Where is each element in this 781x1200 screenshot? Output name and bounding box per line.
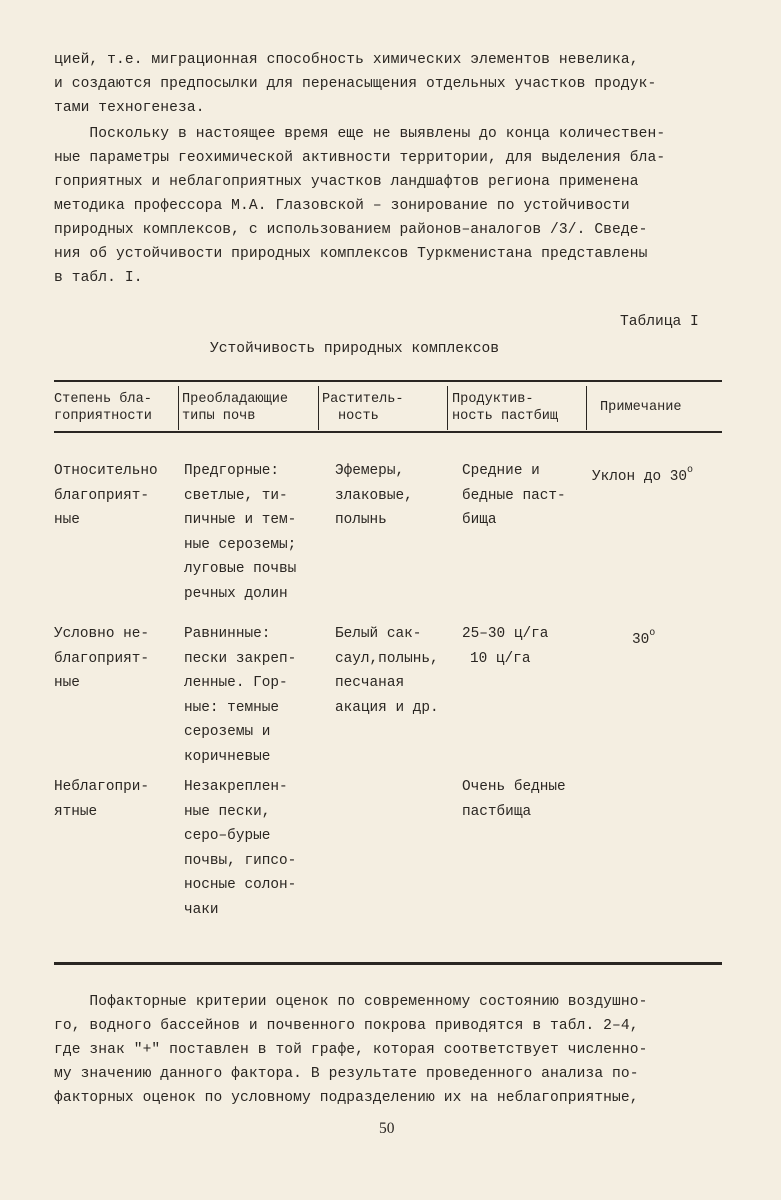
header-soils: [182, 391, 288, 425]
cell-soils: Равнинные: пески закреп- ленные. Гор- ные: темные сероземы и коричневые: [184, 626, 297, 765]
cell-soils: Предгорные: светлые, ти- пичные и тем- ные сероземы; луговые почвы речных долин: [184, 463, 297, 602]
text-line: в табл. I.: [54, 270, 143, 286]
table-bottom-rule: [54, 962, 722, 965]
text-line: методика профессора М.А. Глазовской – зонирование по устойчивости: [54, 198, 630, 214]
text-line: го, водного бассейнов и почвенного покрова приводятся в табл. 2–4,: [54, 1018, 639, 1034]
text-line: факторных оценок по условному подразделению их на неблагоприятные,: [54, 1090, 639, 1106]
text-line: Пофакторные критерии оценок по современному состоянию воздушно-: [54, 994, 648, 1010]
text-line: и создаются предпосылки для перенасыщения отдельных участков продук-: [54, 76, 657, 92]
text-line: му значению данного фактора. В результате проведенного анализа по-: [54, 1066, 639, 1082]
header-text: Примечание: [600, 400, 682, 415]
cell-degree: Относительно благоприят- ные: [54, 463, 158, 528]
cell-note: Уклон до 30$^o$: [592, 465, 694, 485]
table-header-rule: [54, 431, 722, 433]
cell-productivity: Средние и бедные паст- бища: [462, 463, 566, 528]
header-text: гоприятности: [54, 409, 152, 424]
header-separator: [178, 386, 179, 430]
cell-productivity: 25–30 ц/га 10 ц/га: [462, 626, 549, 667]
header-text: ность: [338, 409, 379, 424]
header-vegetation: [322, 391, 404, 425]
header-text: Раститель-: [322, 392, 404, 407]
text-line: природных комплексов, с использованием районов–аналогов /3/. Сведе-: [54, 222, 648, 238]
header-text: типы почв: [182, 409, 256, 424]
text-line: гоприятных и неблагоприятных участков ландшафтов региона применена: [54, 174, 639, 190]
text-line: Поскольку в настоящее время еще не выявлены до конца количествен-: [54, 126, 666, 142]
cell-soils: Незакреплен- ные пески, серо–бурые почвы, гипсо- носные солон- чаки: [184, 779, 297, 918]
header-note: [600, 399, 682, 416]
header-productivity: [452, 391, 558, 425]
header-text: ность пастбищ: [452, 409, 559, 424]
page-number: 50: [379, 1120, 395, 1137]
text-line: ные параметры геохимической активности территории, для выделения бла-: [54, 150, 666, 166]
header-separator: [586, 386, 587, 430]
text-line: ния об устойчивости природных комплексов Туркменистана представлены: [54, 246, 648, 262]
cell-productivity: Очень бедные пастбища: [462, 779, 566, 820]
table-title: Устойчивость природных комплексов: [210, 341, 500, 357]
table-label: Таблица I: [620, 314, 699, 330]
header-text: Преобладающие: [182, 392, 289, 407]
header-separator: [447, 386, 448, 430]
header-text: Степень бла-: [54, 392, 152, 407]
header-text: Продуктив-: [452, 392, 534, 407]
text-line: тами техногенеза.: [54, 100, 205, 116]
table-top-rule: [54, 380, 722, 382]
text-line: где знак "+" поставлен в той графе, которая соответствует численно-: [54, 1042, 648, 1058]
header-degree: [54, 391, 152, 425]
cell-note: 30$^o$: [632, 628, 656, 648]
cell-degree: Неблагопри- ятные: [54, 779, 149, 820]
cell-degree: Условно не- благоприят- ные: [54, 626, 149, 691]
cell-vegetation: Эфемеры, злаковые, полынь: [335, 463, 413, 528]
header-separator: [318, 386, 319, 430]
text-line: цией, т.е. миграционная способность химических элементов невелика,: [54, 52, 639, 68]
cell-vegetation: Белый сак- саул,полынь, песчаная акация и др.: [335, 626, 439, 716]
